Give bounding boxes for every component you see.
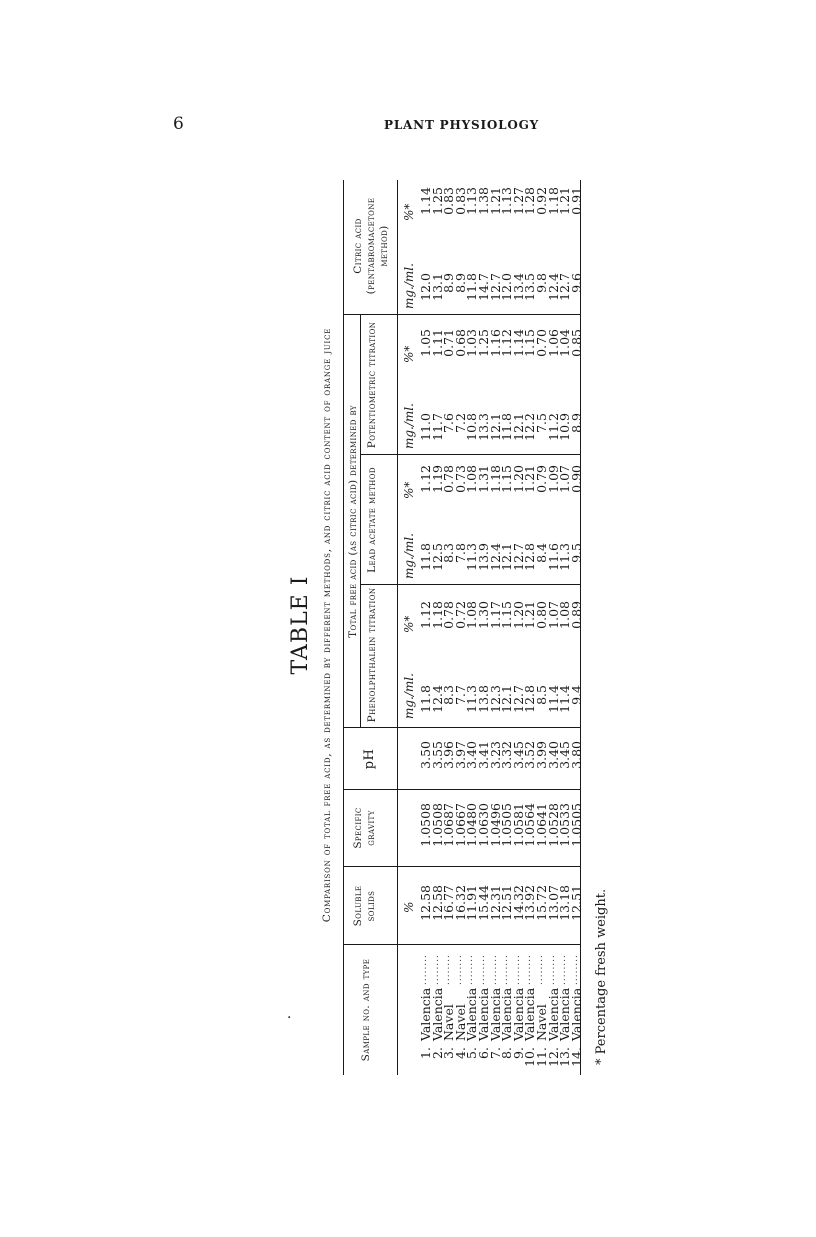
col-ph-header: pH [362,748,377,770]
cell-no: 4. [452,1047,468,1059]
cell-no: 1. [418,1047,433,1059]
cell-c-pct: 0.83 [452,187,468,215]
col-sample-header: Sample no. and type [360,958,372,1062]
cell-c-pct: 1.28 [522,187,538,215]
cell-p-pct: 0.78 [441,601,457,629]
unit-solids: % [402,901,416,913]
cell-e-pct: 1.25 [476,329,491,357]
cell-e-pct: 0.70 [534,329,549,357]
cell-p-mg: 11.4 [557,685,573,713]
cell-type: Valencia [522,987,538,1041]
cell-e-mg: 7.2 [452,413,468,433]
cell-c-mg: 12.7 [557,273,573,301]
cell-l-pct: 1.19 [429,465,445,493]
cell-p-pct: 1.12 [418,601,433,629]
cell-l-pct: 1.20 [510,465,526,493]
cell-ph: 3.55 [429,741,445,769]
cell-type: Valencia [429,987,445,1041]
cell-p-mg: 8.3 [441,685,457,705]
cell-solids: 16.32 [452,885,468,921]
cell-e-pct: 1.16 [487,329,503,357]
cell-p-mg: 12.7 [510,685,526,713]
cell-l-pct: 1.12 [418,465,433,493]
cell-solids: 12.58 [429,885,445,921]
cell-p-mg: 9.4 [568,685,584,705]
dot-leader: ........ [558,954,569,985]
cell-e-pct: 0.68 [452,329,468,357]
cell-p-pct: 1.08 [557,601,573,629]
cell-ph: 3.40 [545,741,561,769]
cell-sg: 1.0564 [522,803,538,847]
col-solids-header: Soluble solids [352,885,378,927]
cell-c-mg: 8.9 [441,273,457,293]
cell-l-mg: 11.3 [464,543,480,571]
cell-p-pct: 1.17 [487,601,503,629]
cell-c-mg: 14.7 [476,273,491,301]
cell-c-pct: 0.83 [441,187,457,215]
cell-c-mg: 12.0 [499,273,515,301]
cell-c-mg: 9.8 [534,273,549,293]
cell-c-pct: 1.25 [429,187,445,215]
cell-e-pct: 1.11 [429,329,445,357]
cell-e-mg: 7.6 [441,413,457,433]
cell-l-mg: 9.5 [568,543,584,563]
cell-solids: 13.18 [557,885,573,921]
cell-solids: 13.07 [545,885,561,921]
cell-e-pct: 1.14 [510,329,526,357]
cell-no: 8. [499,1047,515,1059]
rotated-table [290,165,620,1085]
cell-no: 13. [557,1047,573,1067]
cell-solids: 12.51 [568,885,584,921]
cell-c-pct: 1.27 [510,187,526,215]
cell-l-pct: 0.73 [452,465,468,493]
unit-lead-pct: %* [402,481,416,499]
cell-p-pct: 1.18 [429,601,445,629]
cell-e-pct: 0.71 [441,329,457,357]
cell-ph: 3.52 [522,741,538,769]
cell-e-pct: 1.04 [557,329,573,357]
cell-c-mg: 12.7 [487,273,503,301]
cell-l-mg: 12.7 [510,543,526,571]
cell-solids: 12.58 [418,885,433,921]
cell-l-pct: 1.31 [476,465,491,493]
cell-e-pct: 1.06 [545,329,561,357]
cell-sg: 1.0496 [487,803,503,847]
cell-sg: 1.0508 [418,803,433,847]
col-gravity-header: Specific gravity [352,807,378,849]
col-tfa-header: Total free acid (as citric acid) determined by [347,405,359,638]
cell-l-mg: 11.3 [557,543,573,571]
cell-p-mg: 12.3 [487,685,503,713]
cell-p-mg: 11.4 [545,685,561,713]
cell-type: Valencia [510,987,526,1041]
cell-l-mg: 11.8 [418,543,433,571]
footnote: * Percentage fresh weight. [594,888,609,1065]
cell-c-pct: 1.13 [499,187,515,215]
cell-p-pct: 0.80 [534,601,549,629]
cell-e-pct: 1.03 [464,329,480,357]
cell-solids: 11.91 [464,885,480,921]
cell-sg: 1.0528 [545,803,561,847]
cell-l-pct: 1.21 [522,465,538,493]
unit-pot-mg: mg./ml. [402,403,416,449]
cell-solids: 15.44 [476,885,491,921]
cell-p-mg: 7.7 [452,685,468,705]
cell-p-pct: 1.21 [522,601,538,629]
cell-sg: 1.0641 [534,803,549,847]
cell-no: 9. [510,1047,526,1059]
unit-lead-mg: mg./ml. [402,533,416,579]
cell-e-mg: 10.8 [464,413,480,441]
dot-leader: ........ [511,954,522,985]
dot-leader: ........ [500,954,511,985]
cell-c-mg: 9.6 [568,273,584,293]
cell-p-pct: 1.30 [476,601,491,629]
cell-p-pct: 1.20 [510,601,526,629]
cell-sg: 1.0508 [429,803,445,847]
cell-c-mg: 13.5 [522,273,538,301]
cell-solids: 16.77 [441,885,457,921]
cell-c-pct: 1.38 [476,187,491,215]
cell-no: 7. [487,1047,503,1059]
cell-e-mg: 8.9 [568,413,584,433]
cell-type: Navel [452,1004,468,1041]
cell-p-pct: 1.15 [499,601,515,629]
cell-ph: 3.50 [418,741,433,769]
cell-solids: 12.51 [499,885,515,921]
cell-sg: 1.0630 [476,803,491,847]
col-lead-header: Lead acetate method [366,467,378,573]
dot-leader: ........ [453,954,464,985]
cell-sg: 1.0480 [464,803,480,847]
unit-citric-mg: mg./ml. [402,263,416,309]
cell-no: 10. [522,1047,538,1067]
cell-l-pct: 1.18 [487,465,503,493]
cell-solids: 13.92 [522,885,538,921]
cell-l-pct: 1.08 [464,465,480,493]
col-phenol-header: Phenolphthalein titration [366,587,378,723]
cell-ph: 3.32 [499,741,515,769]
cell-l-pct: 0.90 [568,465,584,493]
unit-pot-pct: %* [402,345,416,363]
unit-phenol-mg: mg./ml. [402,673,416,719]
cell-no: 12. [545,1047,561,1067]
cell-l-pct: 1.07 [557,465,573,493]
cell-no: 5. [464,1047,480,1059]
cell-c-mg: 12.4 [545,273,561,301]
cell-p-mg: 11.3 [464,685,480,713]
cell-e-mg: 11.2 [545,413,561,441]
dot-leader: ........ [442,954,453,985]
cell-sg: 1.0667 [452,803,468,847]
cell-sg: 1.0687 [441,803,457,847]
table-subtitle: Comparison of total free acid, as determined by different methods, and citric acid content of orange juice [321,327,333,923]
cell-no: 14. [568,1047,584,1067]
cell-no: 2. [429,1047,445,1059]
cell-type: Valencia [557,987,573,1041]
cell-c-pct: 1.14 [418,187,433,215]
dot-leader: ........ [488,954,499,985]
cell-e-mg: 12.1 [510,413,526,441]
cell-c-mg: 13.4 [510,273,526,301]
cell-type: Navel [534,1004,549,1041]
cell-l-pct: 1.09 [545,465,561,493]
unit-citric-pct: %* [402,203,416,221]
cell-c-pct: 1.21 [557,187,573,215]
dot-leader: ........ [569,954,580,985]
cell-ph: 3.99 [534,741,549,769]
cell-l-mg: 8.3 [441,543,457,563]
col-citric-header: Citric acid (pentabromacetone method) [352,197,391,295]
cell-ph: 3.23 [487,741,503,769]
cell-p-mg: 12.8 [522,685,538,713]
cell-l-pct: 0.79 [534,465,549,493]
cell-ph: 3.40 [464,741,480,769]
cell-p-mg: 13.8 [476,685,491,713]
cell-solids: 12.31 [487,885,503,921]
cell-l-mg: 7.8 [452,543,468,563]
cell-e-mg: 12.2 [522,413,538,441]
cell-e-pct: 0.85 [568,329,584,357]
cell-ph: 3.97 [452,741,468,769]
cell-solids: 14.32 [510,885,526,921]
cell-sg: 1.0505 [568,803,584,847]
cell-l-mg: 8.4 [534,543,549,563]
cell-l-pct: 1.15 [499,465,515,493]
dot-leader: ........ [465,954,476,985]
dot-leader: ........ [523,954,534,985]
cell-type: Valencia [499,987,515,1041]
cell-sg: 1.0505 [499,803,515,847]
table-row [568,185,584,1085]
cell-p-pct: 1.08 [464,601,480,629]
cell-l-mg: 12.5 [429,543,445,571]
dot-leader: ........ [419,954,429,985]
cell-e-mg: 12.1 [487,413,503,441]
cell-p-pct: 1.07 [545,601,561,629]
cell-e-mg: 11.7 [429,413,445,441]
cell-e-mg: 11.8 [499,413,515,441]
cell-type: Valencia [487,987,503,1041]
cell-l-mg: 13.9 [476,543,491,571]
cell-c-mg: 13.1 [429,273,445,301]
table-title: TABLE I [288,575,313,675]
dot-leader: ........ [477,954,487,985]
cell-l-mg: 12.4 [487,543,503,571]
cell-ph: 3.45 [510,741,526,769]
cell-p-pct: 0.89 [568,601,584,629]
cell-e-pct: 1.12 [499,329,515,357]
cell-p-mg: 11.8 [418,685,433,713]
cell-e-pct: 1.15 [522,329,538,357]
cell-l-mg: 12.8 [522,543,538,571]
cell-c-mg: 12.0 [418,273,433,301]
cell-e-mg: 11.0 [418,413,433,441]
cell-c-mg: 11.8 [464,273,480,301]
cell-c-pct: 1.13 [464,187,480,215]
cell-no: 3. [441,1047,457,1059]
cell-type: Valencia [545,987,561,1041]
cell-c-pct: 1.21 [487,187,503,215]
cell-l-pct: 0.78 [441,465,457,493]
cell-p-mg: 12.1 [499,685,515,713]
cell-c-pct: 0.92 [534,187,549,215]
cell-sg: 1.0533 [557,803,573,847]
cell-ph: 3.45 [557,741,573,769]
cell-type: Navel [441,1004,457,1041]
cell-sg: 1.0581 [510,803,526,847]
cell-e-mg: 10.9 [557,413,573,441]
cell-no: 11. [534,1047,549,1067]
col-potentio-header: Potentiometric titration [366,321,378,449]
group-rule [360,315,361,728]
cell-no: 6. [476,1047,491,1059]
cell-e-pct: 1.05 [418,329,433,357]
cell-ph: 3.41 [476,741,491,769]
cell-p-mg: 12.4 [429,685,445,713]
journal-title: PLANT PHYSIOLOGY [384,118,540,132]
cell-c-pct: 1.18 [545,187,561,215]
dot-leader: ........ [546,954,557,985]
cell-e-mg: 13.3 [476,413,491,441]
cell-ph: 3.80 [568,741,584,769]
cell-l-mg: 12.1 [499,543,515,571]
cell-solids: 15.72 [534,885,549,921]
cell-type: Valencia [418,987,433,1041]
cell-type: Valencia [568,987,584,1041]
cell-type: Valencia [476,987,491,1041]
cell-l-mg: 11.6 [545,543,561,571]
cell-type: Valencia [464,987,480,1041]
cell-p-pct: 0.72 [452,601,468,629]
cell-p-mg: 8.5 [534,685,549,705]
cell-c-mg: 8.9 [452,273,468,293]
cell-c-pct: 0.91 [568,187,584,215]
cell-ph: 3.96 [441,741,457,769]
dot-leader: ........ [430,954,441,985]
stray-mark: · [287,1010,292,1026]
cell-e-mg: 7.5 [534,413,549,433]
unit-phenol-pct: %* [402,615,416,633]
page-number: 6 [173,114,184,134]
dot-leader: ........ [535,954,545,985]
